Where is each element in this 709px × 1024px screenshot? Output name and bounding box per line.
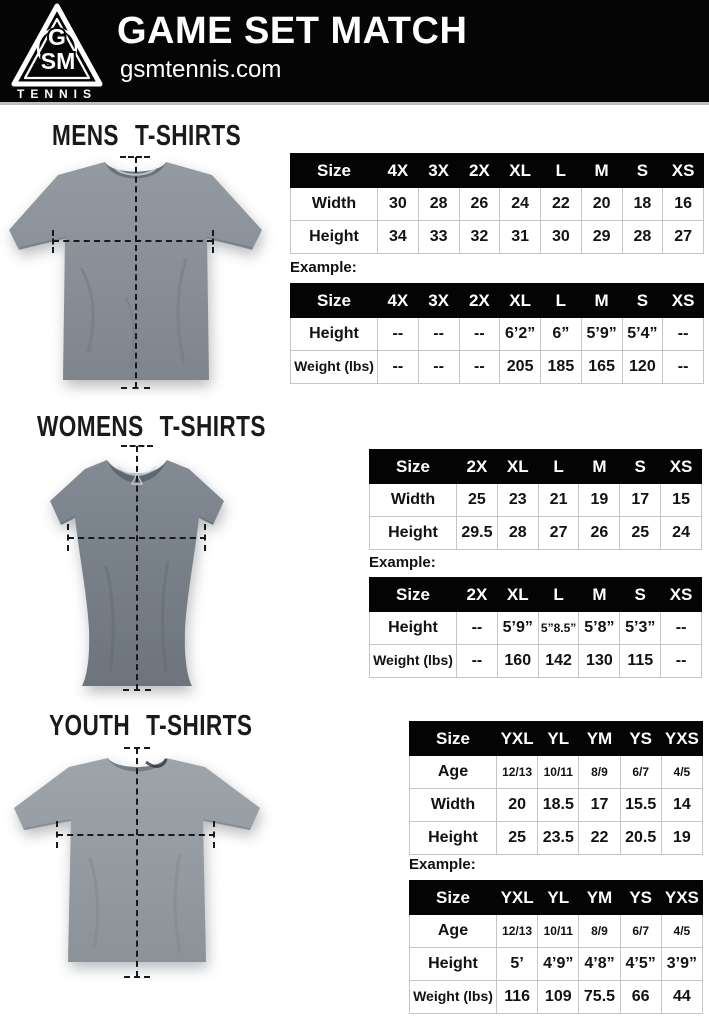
- size-header-cell: M: [581, 154, 622, 188]
- cell-value: 16: [663, 188, 704, 221]
- cell-value: 23.5: [538, 822, 579, 855]
- womens-width-left-tick: [67, 524, 69, 551]
- size-header-cell: YS: [620, 722, 661, 756]
- row-label: Age: [410, 756, 497, 789]
- size-header-cell: S: [620, 450, 661, 484]
- cell-value: 4/5: [661, 915, 702, 948]
- cell-value: 32: [459, 221, 500, 254]
- cell-value: 26: [579, 517, 620, 550]
- cell-value: 27: [663, 221, 704, 254]
- cell-value: 4’8”: [579, 948, 620, 981]
- cell-value: 17: [620, 484, 661, 517]
- cell-value: 14: [661, 789, 702, 822]
- cell-value: 8/9: [579, 756, 620, 789]
- row-label: Height: [410, 822, 497, 855]
- cell-value: 24: [500, 188, 541, 221]
- size-header-cell: 3X: [418, 154, 459, 188]
- row-label: Height: [410, 948, 497, 981]
- mens-example-table: [290, 283, 704, 384]
- size-header-cell: M: [579, 450, 620, 484]
- cell-value: 4’9”: [538, 948, 579, 981]
- cell-value: 5”8.5”: [538, 612, 579, 645]
- cell-value: 25: [620, 517, 661, 550]
- gsm-triangle-logo: [11, 3, 103, 101]
- cell-value: 18.5: [538, 789, 579, 822]
- size-header-cell: YS: [620, 881, 661, 915]
- cell-value: 30: [378, 188, 419, 221]
- cell-value: 120: [622, 351, 663, 384]
- cell-value: 5’: [497, 948, 538, 981]
- youth-width-measure-line: [57, 834, 215, 836]
- cell-value: 12/13: [497, 915, 538, 948]
- womens-hem-tick: [123, 689, 151, 691]
- youth-section-title: YOUTH T-SHIRTS: [49, 710, 253, 742]
- size-header-cell: L: [541, 284, 582, 318]
- cell-value: 75.5: [579, 981, 620, 1014]
- mens-width-right-tick: [212, 230, 214, 253]
- size-header-cell: S: [622, 154, 663, 188]
- youth-example-table: [409, 880, 703, 1014]
- cell-value: 10/11: [538, 915, 579, 948]
- cell-value: 27: [538, 517, 579, 550]
- cell-value: 10/11: [538, 756, 579, 789]
- cell-value: 44: [661, 981, 702, 1014]
- size-header-label: Size: [410, 881, 497, 915]
- cell-value: --: [661, 645, 702, 678]
- cell-value: 20: [581, 188, 622, 221]
- cell-value: 22: [541, 188, 582, 221]
- cell-value: --: [418, 351, 459, 384]
- cell-value: 18: [622, 188, 663, 221]
- cell-value: 66: [620, 981, 661, 1014]
- cell-value: 34: [378, 221, 419, 254]
- cell-value: 4’5”: [620, 948, 661, 981]
- cell-value: 205: [500, 351, 541, 384]
- size-header-cell: YM: [579, 881, 620, 915]
- womens-example-table: [369, 577, 702, 678]
- youth-size-table: [409, 721, 703, 855]
- size-header-label: Size: [370, 450, 457, 484]
- cell-value: 142: [538, 645, 579, 678]
- cell-value: 23: [497, 484, 538, 517]
- cell-value: 31: [500, 221, 541, 254]
- size-header-cell: L: [538, 578, 579, 612]
- cell-value: --: [378, 351, 419, 384]
- cell-value: 25: [457, 484, 498, 517]
- cell-value: --: [378, 318, 419, 351]
- size-header-cell: 2X: [459, 154, 500, 188]
- cell-value: --: [663, 351, 704, 384]
- cell-value: 25: [497, 822, 538, 855]
- size-header-cell: YL: [538, 881, 579, 915]
- cell-value: 29.5: [457, 517, 498, 550]
- size-header-cell: YXS: [661, 881, 702, 915]
- cell-value: 17: [579, 789, 620, 822]
- cell-value: 20.5: [620, 822, 661, 855]
- youth-height-measure-line: [136, 748, 138, 977]
- cell-value: --: [457, 645, 498, 678]
- cell-value: 12/13: [497, 756, 538, 789]
- cell-value: 185: [541, 351, 582, 384]
- cell-value: 6/7: [620, 756, 661, 789]
- size-header-cell: XL: [497, 450, 538, 484]
- cell-value: 5’4”: [622, 318, 663, 351]
- size-header-cell: XL: [500, 284, 541, 318]
- size-header-cell: XS: [663, 154, 704, 188]
- size-header-cell: 4X: [378, 154, 419, 188]
- logo-letters-sm: SM: [40, 48, 76, 74]
- size-header-cell: M: [579, 578, 620, 612]
- cell-value: 5’9”: [581, 318, 622, 351]
- cell-value: --: [457, 612, 498, 645]
- cell-value: 22: [579, 822, 620, 855]
- cell-value: 5’3”: [620, 612, 661, 645]
- row-label: Weight (lbs): [410, 981, 497, 1014]
- row-label: Age: [410, 915, 497, 948]
- row-label: Width: [370, 484, 457, 517]
- size-header-cell: L: [541, 154, 582, 188]
- womens-size-table: [369, 449, 702, 550]
- mens-example-label: Example:: [290, 259, 357, 276]
- youth-width-right-tick: [213, 821, 215, 848]
- size-header-cell: XS: [661, 578, 702, 612]
- website-text: gsmtennis.com: [120, 56, 282, 83]
- mens-shirt-image: [6, 148, 272, 396]
- size-header-cell: YXS: [661, 722, 702, 756]
- row-label: Weight (lbs): [291, 351, 378, 384]
- cell-value: 15.5: [620, 789, 661, 822]
- size-header-cell: 4X: [378, 284, 419, 318]
- cell-value: 5’8”: [579, 612, 620, 645]
- cell-value: 24: [661, 517, 702, 550]
- mens-hem-tick: [121, 387, 150, 389]
- cell-value: --: [459, 351, 500, 384]
- header-divider: [0, 102, 709, 105]
- header-bar: [0, 0, 709, 102]
- cell-value: 19: [579, 484, 620, 517]
- row-label: Width: [410, 789, 497, 822]
- cell-value: --: [418, 318, 459, 351]
- row-label: Weight (lbs): [370, 645, 457, 678]
- cell-value: 116: [497, 981, 538, 1014]
- cell-value: 6”: [541, 318, 582, 351]
- mens-width-left-tick: [52, 230, 54, 253]
- cell-value: 115: [620, 645, 661, 678]
- cell-value: 30: [541, 221, 582, 254]
- womens-width-measure-line: [68, 537, 206, 539]
- cell-value: 6’2”: [500, 318, 541, 351]
- cell-value: 33: [418, 221, 459, 254]
- size-header-label: Size: [291, 154, 378, 188]
- size-header-cell: S: [622, 284, 663, 318]
- size-header-cell: YM: [579, 722, 620, 756]
- logo-letter-g: G: [48, 24, 66, 50]
- cell-value: 21: [538, 484, 579, 517]
- womens-width-right-tick: [204, 524, 206, 551]
- size-header-cell: XL: [500, 154, 541, 188]
- cell-value: 8/9: [579, 915, 620, 948]
- cell-value: 6/7: [620, 915, 661, 948]
- size-header-label: Size: [291, 284, 378, 318]
- womens-height-measure-line: [136, 446, 138, 690]
- size-header-label: Size: [370, 578, 457, 612]
- row-label: Height: [291, 318, 378, 351]
- womens-section-title: WOMENS T-SHIRTS: [37, 411, 266, 443]
- cell-value: 4/5: [661, 756, 702, 789]
- size-header-cell: S: [620, 578, 661, 612]
- size-header-cell: 3X: [418, 284, 459, 318]
- row-label: Height: [291, 221, 378, 254]
- cell-value: 29: [581, 221, 622, 254]
- size-header-cell: YL: [538, 722, 579, 756]
- cell-value: 130: [579, 645, 620, 678]
- cell-value: 160: [497, 645, 538, 678]
- logo-caption: TENNIS: [16, 87, 98, 101]
- cell-value: 5’9”: [497, 612, 538, 645]
- mens-height-measure-line: [135, 157, 137, 388]
- cell-value: 28: [622, 221, 663, 254]
- brand-title: GAME SET MATCH: [117, 10, 468, 52]
- size-header-cell: XL: [497, 578, 538, 612]
- cell-value: --: [459, 318, 500, 351]
- size-header-cell: YXL: [497, 881, 538, 915]
- cell-value: 26: [459, 188, 500, 221]
- row-label: Height: [370, 517, 457, 550]
- size-header-cell: L: [538, 450, 579, 484]
- youth-width-left-tick: [56, 821, 58, 848]
- cell-value: 3’9”: [661, 948, 702, 981]
- size-header-cell: 2X: [457, 450, 498, 484]
- cell-value: 20: [497, 789, 538, 822]
- cell-value: 109: [538, 981, 579, 1014]
- youth-example-label: Example:: [409, 856, 476, 873]
- size-header-cell: 2X: [459, 284, 500, 318]
- size-header-cell: M: [581, 284, 622, 318]
- size-header-label: Size: [410, 722, 497, 756]
- cell-value: 165: [581, 351, 622, 384]
- size-header-cell: 2X: [457, 578, 498, 612]
- youth-hem-tick: [124, 976, 150, 978]
- size-header-cell: XS: [663, 284, 704, 318]
- mens-section-title: MENS T-SHIRTS: [52, 120, 242, 152]
- cell-value: --: [661, 612, 702, 645]
- size-header-cell: XS: [661, 450, 702, 484]
- cell-value: 28: [418, 188, 459, 221]
- cell-value: 28: [497, 517, 538, 550]
- cell-value: 19: [661, 822, 702, 855]
- mens-width-measure-line: [53, 240, 213, 242]
- cell-value: 15: [661, 484, 702, 517]
- size-header-cell: YXL: [497, 722, 538, 756]
- row-label: Width: [291, 188, 378, 221]
- womens-example-label: Example:: [369, 554, 436, 571]
- mens-size-table: [290, 153, 704, 254]
- row-label: Height: [370, 612, 457, 645]
- cell-value: --: [663, 318, 704, 351]
